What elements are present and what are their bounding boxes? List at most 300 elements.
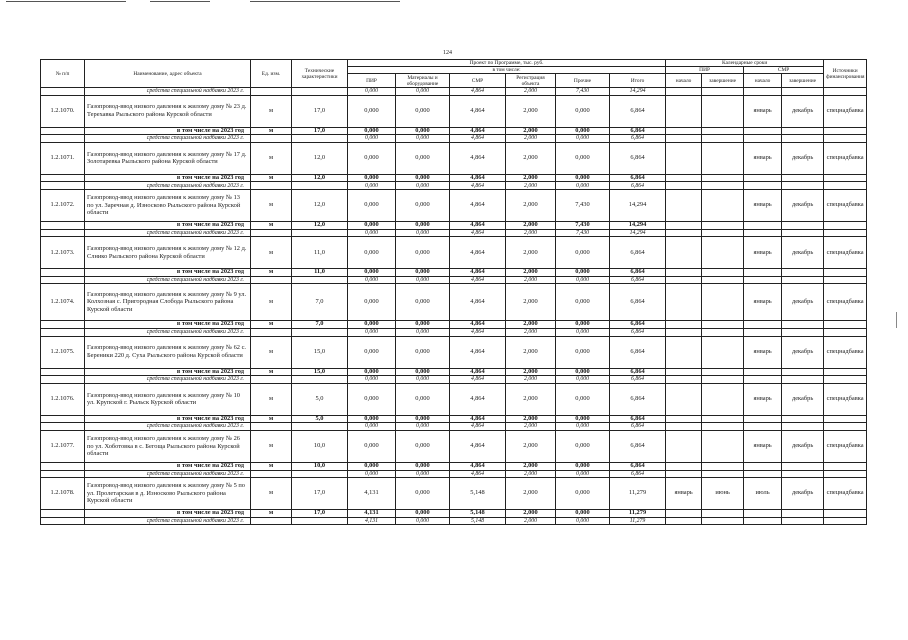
- empty-cell: [744, 415, 782, 423]
- empty-cell: [41, 321, 85, 329]
- object-row: [41, 95, 867, 127]
- empty-cell: [744, 328, 782, 336]
- year-total-row: [41, 221, 867, 229]
- total-registration: 2,000: [506, 174, 556, 182]
- empty-cell: [666, 415, 702, 423]
- col-other-header: Прочие: [556, 74, 610, 88]
- empty-cell: [41, 276, 85, 284]
- empty-cell: [702, 321, 744, 329]
- cost-pir: 0,000: [348, 430, 396, 462]
- source-smr: 4,864: [450, 376, 506, 384]
- empty-cell: [744, 376, 782, 384]
- year-total-row: [41, 415, 867, 423]
- empty-cell: [666, 135, 702, 143]
- cal-smr-header: СМР: [744, 67, 824, 74]
- source-total: 6,864: [610, 470, 666, 478]
- source-registration: 2,000: [506, 423, 556, 431]
- empty-cell: [666, 517, 702, 525]
- empty-cell: [251, 376, 292, 384]
- empty-cell: [702, 462, 744, 470]
- cost-other: 0,000: [556, 336, 610, 368]
- source-pir: 0,000: [348, 376, 396, 384]
- source-pir: 0,000: [348, 182, 396, 190]
- empty-cell: [824, 423, 867, 431]
- year-total-row: [41, 321, 867, 329]
- cost-registration: 2,000: [506, 336, 556, 368]
- total-registration: 2,000: [506, 127, 556, 135]
- total-length: 10,0: [292, 462, 348, 470]
- year-total-row: [41, 174, 867, 182]
- object-unit: м: [251, 189, 292, 221]
- col-unit-header: Ед. изм.: [251, 60, 292, 88]
- empty-cell: [702, 376, 744, 384]
- source-other: 0,000: [556, 328, 610, 336]
- empty-cell: [744, 229, 782, 237]
- total-unit: м: [251, 510, 292, 518]
- empty-cell: [782, 229, 824, 237]
- object-unit: м: [251, 284, 292, 321]
- total-materials: 0,000: [396, 174, 450, 182]
- object-name: Газопровод-ввод низкого давления к жилому дому № 12 д. Слнико Рыльского района Курской области: [85, 237, 251, 269]
- cost-materials: 0,000: [396, 430, 450, 462]
- empty-cell: [702, 174, 744, 182]
- cost-other: 7,430: [556, 189, 610, 221]
- pir-end: [702, 95, 744, 127]
- smr-start: январь: [744, 336, 782, 368]
- total-pir: 0,000: [348, 415, 396, 423]
- empty-cell: [782, 517, 824, 525]
- empty-cell: [744, 269, 782, 277]
- total-total: 6,864: [610, 174, 666, 182]
- total-other: 0,000: [556, 368, 610, 376]
- cost-smr: 4,864: [450, 383, 506, 415]
- pir-end: [702, 237, 744, 269]
- total-registration: 2,000: [506, 415, 556, 423]
- including-header: в том числе:: [348, 67, 666, 74]
- total-total: 6,864: [610, 321, 666, 329]
- source-pir: 0,000: [348, 88, 396, 96]
- empty-cell: [666, 269, 702, 277]
- smr-start: июль: [744, 478, 782, 510]
- empty-cell: [41, 462, 85, 470]
- object-unit: м: [251, 95, 292, 127]
- empty-cell: [41, 221, 85, 229]
- object-row: [41, 430, 867, 462]
- cost-total: 6,864: [610, 237, 666, 269]
- empty-cell: [824, 229, 867, 237]
- source-smr: 4,864: [450, 328, 506, 336]
- funding-source-row: [41, 135, 867, 143]
- smr-end: декабрь: [782, 142, 824, 174]
- empty-cell: [666, 88, 702, 96]
- cost-materials: 0,000: [396, 336, 450, 368]
- year-total-row: [41, 368, 867, 376]
- source-smr: 4,864: [450, 135, 506, 143]
- total-total: 14,294: [610, 221, 666, 229]
- source-smr: 4,864: [450, 182, 506, 190]
- source-materials: 0,000: [396, 328, 450, 336]
- cost-total: 11,279: [610, 478, 666, 510]
- empty-cell: [251, 276, 292, 284]
- object-length: 5,0: [292, 383, 348, 415]
- empty-cell: [824, 135, 867, 143]
- year-total-row: [41, 269, 867, 277]
- cost-registration: 2,000: [506, 142, 556, 174]
- object-number: 1.2.1074.: [41, 284, 85, 321]
- empty-cell: [702, 88, 744, 96]
- object-length: 12,0: [292, 189, 348, 221]
- total-length: 12,0: [292, 221, 348, 229]
- pir-end: [702, 430, 744, 462]
- smr-end: декабрь: [782, 95, 824, 127]
- funding-source-row: [41, 276, 867, 284]
- empty-cell: [251, 470, 292, 478]
- empty-cell: [824, 321, 867, 329]
- source-other: 7,430: [556, 88, 610, 96]
- col-financing-header: Источники финансирования: [824, 60, 867, 88]
- cost-smr: 5,148: [450, 478, 506, 510]
- empty-cell: [744, 510, 782, 518]
- empty-cell: [41, 368, 85, 376]
- source-materials: 0,000: [396, 88, 450, 96]
- total-registration: 2,000: [506, 462, 556, 470]
- total-materials: 0,000: [396, 221, 450, 229]
- pir-start: [666, 189, 702, 221]
- empty-cell: [744, 135, 782, 143]
- object-number: 1.2.1070.: [41, 95, 85, 127]
- cost-smr: 4,864: [450, 142, 506, 174]
- funding-source-row: [41, 229, 867, 237]
- empty-cell: [666, 182, 702, 190]
- total-registration: 2,000: [506, 269, 556, 277]
- empty-cell: [824, 127, 867, 135]
- empty-cell: [824, 470, 867, 478]
- object-length: 15,0: [292, 336, 348, 368]
- source-materials: 0,000: [396, 135, 450, 143]
- smr-end: декабрь: [782, 430, 824, 462]
- header-row-1: [41, 60, 867, 67]
- empty-cell: [824, 368, 867, 376]
- cost-smr: 4,864: [450, 237, 506, 269]
- source-registration: 2,000: [506, 470, 556, 478]
- total-materials: 0,000: [396, 321, 450, 329]
- empty-cell: [41, 423, 85, 431]
- source-total: 6,864: [610, 328, 666, 336]
- empty-cell: [782, 127, 824, 135]
- empty-cell: [666, 376, 702, 384]
- total-pir: 0,000: [348, 127, 396, 135]
- empty-cell: [666, 368, 702, 376]
- total-materials: 0,000: [396, 269, 450, 277]
- funding-source-row: [41, 423, 867, 431]
- source-materials: 0,000: [396, 517, 450, 525]
- cost-materials: 0,000: [396, 478, 450, 510]
- source-total: 6,864: [610, 376, 666, 384]
- source-pir: 0,000: [348, 470, 396, 478]
- empty-cell: [251, 88, 292, 96]
- financing-source: спецнадбавка: [824, 95, 867, 127]
- empty-cell: [666, 423, 702, 431]
- empty-cell: [824, 415, 867, 423]
- empty-cell: [702, 269, 744, 277]
- cost-group-header: Проект по Программе, тыс. руб.: [348, 60, 666, 67]
- total-length: 15,0: [292, 368, 348, 376]
- empty-cell: [744, 423, 782, 431]
- empty-cell: [292, 276, 348, 284]
- object-row: [41, 237, 867, 269]
- smr-end: декабрь: [782, 383, 824, 415]
- empty-cell: [824, 269, 867, 277]
- year-total-row: [41, 127, 867, 135]
- smr-start: январь: [744, 142, 782, 174]
- total-registration: 2,000: [506, 221, 556, 229]
- financing-source: спецнадбавка: [824, 383, 867, 415]
- smr-start: январь: [744, 189, 782, 221]
- source-pir: 0,000: [348, 276, 396, 284]
- scan-edge-line: [6, 1, 126, 2]
- empty-cell: [666, 174, 702, 182]
- smr-start: январь: [744, 383, 782, 415]
- total-smr: 4,864: [450, 462, 506, 470]
- col-tech-header: Технические характеристики: [292, 60, 348, 88]
- empty-cell: [41, 415, 85, 423]
- cost-smr: 4,864: [450, 430, 506, 462]
- col-registration-header: Регистрация объекта: [506, 74, 556, 88]
- source-label: средства специальной надбавки 2023 г.: [85, 276, 251, 284]
- cost-registration: 2,000: [506, 95, 556, 127]
- source-pir: 0,000: [348, 423, 396, 431]
- empty-cell: [292, 517, 348, 525]
- total-other: 0,000: [556, 462, 610, 470]
- col-pir-start-header: начало: [666, 74, 702, 88]
- cost-other: 0,000: [556, 430, 610, 462]
- cost-registration: 2,000: [506, 383, 556, 415]
- total-smr: 4,864: [450, 174, 506, 182]
- cost-materials: 0,000: [396, 142, 450, 174]
- source-label: средства специальной надбавки 2023 г.: [85, 328, 251, 336]
- total-materials: 0,000: [396, 368, 450, 376]
- source-registration: 2,000: [506, 276, 556, 284]
- total-label: в том числе на 2023 год: [85, 127, 251, 135]
- empty-cell: [702, 423, 744, 431]
- empty-cell: [702, 328, 744, 336]
- total-total: 6,864: [610, 462, 666, 470]
- col-pir-end-header: завершение: [702, 74, 744, 88]
- object-name: Газопровод-ввод низкого давления к жилому дому № 9 ул. Колхозная с. Пригородная Слобода Рыльского района Курской области: [85, 284, 251, 321]
- pir-start: [666, 336, 702, 368]
- cost-materials: 0,000: [396, 189, 450, 221]
- source-materials: 0,000: [396, 423, 450, 431]
- empty-cell: [744, 221, 782, 229]
- empty-cell: [41, 376, 85, 384]
- empty-cell: [744, 127, 782, 135]
- total-pir: 0,000: [348, 368, 396, 376]
- empty-cell: [782, 321, 824, 329]
- financing-source: спецнадбавка: [824, 142, 867, 174]
- total-length: 12,0: [292, 174, 348, 182]
- cost-smr: 4,864: [450, 189, 506, 221]
- object-length: 11,0: [292, 237, 348, 269]
- smr-end: декабрь: [782, 189, 824, 221]
- empty-cell: [702, 415, 744, 423]
- total-total: 6,864: [610, 127, 666, 135]
- cost-pir: 0,000: [348, 284, 396, 321]
- empty-cell: [702, 470, 744, 478]
- total-label: в том числе на 2023 год: [85, 321, 251, 329]
- empty-cell: [744, 368, 782, 376]
- source-materials: 0,000: [396, 470, 450, 478]
- col-name-header: Наименование, адрес объекта: [85, 60, 251, 88]
- object-unit: м: [251, 142, 292, 174]
- total-total: 6,864: [610, 368, 666, 376]
- source-registration: 2,000: [506, 88, 556, 96]
- cost-materials: 0,000: [396, 284, 450, 321]
- cost-registration: 2,000: [506, 237, 556, 269]
- object-number: 1.2.1075.: [41, 336, 85, 368]
- scan-edge-line: [250, 1, 400, 2]
- empty-cell: [782, 174, 824, 182]
- empty-cell: [782, 88, 824, 96]
- cost-total: 6,864: [610, 430, 666, 462]
- empty-cell: [702, 127, 744, 135]
- empty-cell: [824, 376, 867, 384]
- object-unit: м: [251, 237, 292, 269]
- empty-cell: [744, 276, 782, 284]
- empty-cell: [666, 470, 702, 478]
- cost-registration: 2,000: [506, 189, 556, 221]
- object-length: 17,0: [292, 95, 348, 127]
- empty-cell: [824, 182, 867, 190]
- source-registration: 2,000: [506, 376, 556, 384]
- empty-cell: [41, 517, 85, 525]
- cost-total: 14,294: [610, 189, 666, 221]
- source-smr: 4,864: [450, 88, 506, 96]
- cost-other: 0,000: [556, 284, 610, 321]
- empty-cell: [824, 276, 867, 284]
- empty-cell: [251, 182, 292, 190]
- pir-end: [702, 383, 744, 415]
- object-unit: м: [251, 478, 292, 510]
- source-smr: 4,864: [450, 276, 506, 284]
- source-smr: 5,148: [450, 517, 506, 525]
- empty-cell: [41, 269, 85, 277]
- col-num-header: № п/п: [41, 60, 85, 88]
- cost-total: 6,864: [610, 142, 666, 174]
- empty-cell: [702, 229, 744, 237]
- source-label: средства специальной надбавки 2023 г.: [85, 376, 251, 384]
- total-total: 6,864: [610, 415, 666, 423]
- source-label: средства специальной надбавки 2023 г.: [85, 135, 251, 143]
- total-other: 0,000: [556, 127, 610, 135]
- smr-end: декабрь: [782, 478, 824, 510]
- total-registration: 2,000: [506, 368, 556, 376]
- total-length: 11,0: [292, 269, 348, 277]
- cost-other: 0,000: [556, 142, 610, 174]
- empty-cell: [824, 174, 867, 182]
- object-number: 1.2.1071.: [41, 142, 85, 174]
- empty-cell: [666, 276, 702, 284]
- empty-cell: [251, 229, 292, 237]
- object-name: Газопровод-ввод низкого давления к жилому дому № 13 по ул. Заречная д. Износково Рыльского района Курской области: [85, 189, 251, 221]
- total-other: 0,000: [556, 269, 610, 277]
- empty-cell: [824, 510, 867, 518]
- source-total: 6,864: [610, 423, 666, 431]
- empty-cell: [41, 174, 85, 182]
- source-materials: 0,000: [396, 376, 450, 384]
- source-label: средства специальной надбавки 2023 г.: [85, 423, 251, 431]
- total-length: 7,0: [292, 321, 348, 329]
- empty-cell: [782, 376, 824, 384]
- empty-cell: [824, 462, 867, 470]
- empty-cell: [782, 510, 824, 518]
- total-materials: 0,000: [396, 462, 450, 470]
- empty-cell: [292, 229, 348, 237]
- pir-end: июнь: [702, 478, 744, 510]
- smr-start: январь: [744, 284, 782, 321]
- smr-end: декабрь: [782, 336, 824, 368]
- empty-cell: [782, 470, 824, 478]
- empty-cell: [292, 376, 348, 384]
- total-pir: 0,000: [348, 221, 396, 229]
- total-unit: м: [251, 462, 292, 470]
- empty-cell: [744, 321, 782, 329]
- cost-pir: 0,000: [348, 237, 396, 269]
- total-total: 6,864: [610, 269, 666, 277]
- pir-start: январь: [666, 478, 702, 510]
- source-total: 11,279: [610, 517, 666, 525]
- total-unit: м: [251, 127, 292, 135]
- source-other: 7,430: [556, 229, 610, 237]
- empty-cell: [292, 423, 348, 431]
- empty-cell: [251, 135, 292, 143]
- cost-smr: 4,864: [450, 336, 506, 368]
- total-registration: 2,000: [506, 321, 556, 329]
- object-name: Газопровод-ввод низкого давления к жилому дому № 23 д. Терехавка Рыльского района Курской области: [85, 95, 251, 127]
- empty-cell: [744, 517, 782, 525]
- source-label: средства специальной надбавки 2023 г.: [85, 470, 251, 478]
- total-label: в том числе на 2023 год: [85, 462, 251, 470]
- total-materials: 0,000: [396, 510, 450, 518]
- empty-cell: [782, 135, 824, 143]
- total-pir: 4,131: [348, 510, 396, 518]
- empty-cell: [292, 182, 348, 190]
- total-total: 11,279: [610, 510, 666, 518]
- page-number: 124: [443, 50, 452, 56]
- total-registration: 2,000: [506, 510, 556, 518]
- cost-other: 0,000: [556, 383, 610, 415]
- source-other: 0,000: [556, 276, 610, 284]
- empty-cell: [41, 127, 85, 135]
- empty-cell: [744, 182, 782, 190]
- empty-cell: [292, 135, 348, 143]
- object-row: [41, 189, 867, 221]
- scan-edge-line: [150, 1, 210, 2]
- source-other: 0,000: [556, 470, 610, 478]
- cost-other: 0,000: [556, 237, 610, 269]
- total-unit: м: [251, 174, 292, 182]
- empty-cell: [782, 221, 824, 229]
- source-other: 0,000: [556, 423, 610, 431]
- source-total: 14,294: [610, 229, 666, 237]
- empty-cell: [782, 269, 824, 277]
- object-name: Газопровод-ввод низкого давления к жилому дому № 62 с. Береники 220 д. Суха Рыльского района Курской области: [85, 336, 251, 368]
- object-name: Газопровод-ввод низкого давления к жилому дому № 26 по ул. Хоботовка в с. Бегоща Рыльского района Курской области: [85, 430, 251, 462]
- source-other: 0,000: [556, 182, 610, 190]
- total-smr: 4,864: [450, 269, 506, 277]
- empty-cell: [782, 423, 824, 431]
- object-name: Газопровод-ввод низкого давления к жилому дому № 5 по ул. Пролетарская в д. Износково Рыльского района Курской области: [85, 478, 251, 510]
- empty-cell: [744, 470, 782, 478]
